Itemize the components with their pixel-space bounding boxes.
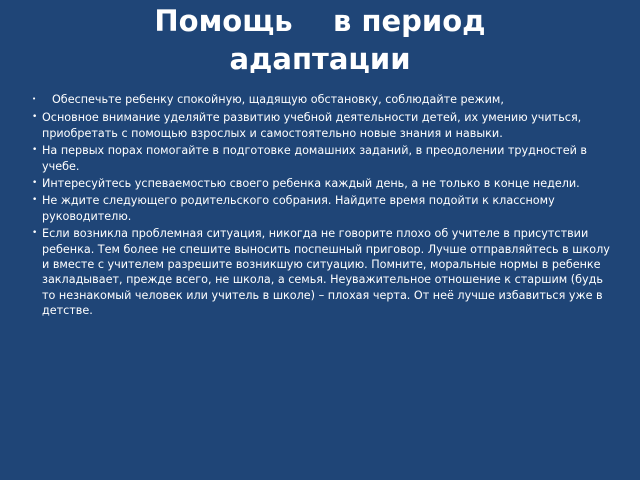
title-line-1: Помощь в период (154, 4, 486, 38)
bullet-dot-icon: • (32, 145, 38, 156)
bullet-dot-icon: • (32, 195, 38, 206)
bullet-item (30, 176, 610, 191)
bullet-item (30, 143, 610, 174)
bullet-text: Основное внимание уделяйте развитию учебной деятельности детей, их умению учиться, приобретать с помощью взрослых и самостоятельно новые знания и навыки. (42, 111, 582, 140)
bullet-list (30, 92, 610, 321)
bullet-dot-icon: • (32, 178, 38, 189)
bullet-dot-icon: • (32, 95, 37, 103)
bullet-dot-icon: • (32, 228, 38, 239)
bullet-dot-icon: • (32, 112, 38, 123)
bullet-item (30, 193, 610, 224)
bullet-item (30, 92, 610, 107)
bullet-text: На первых порах помогайте в подготовке домашних заданий, в преодолении трудностей в учебе. (42, 144, 588, 173)
slide-title (0, 2, 640, 78)
bullet-item (30, 110, 610, 141)
bullet-text: Интересуйтесь успеваемостью своего ребенка каждый день, а не только в конце недели. (42, 177, 580, 191)
title-line-2: адаптации (229, 42, 411, 76)
bullet-text: Не ждите следующего родительского собрания. Найдите время подойти к классному руководителю. (42, 194, 555, 223)
bullet-text: Если возникла проблемная ситуация, никогда не говорите плохо об учителе в присутствии ребенка. Тем более не спешите выносить поспешный приговор. Лучше отправляйтесь в школу и вместе с учителем разрешите возникшую ситуацию. Помните, моральные нормы в ребенке закладывает, прежде всего, не школа, а семья. Неуважительное отношение к старшим (будь то незнакомый человек или учитель в школе) – плохая черта. От неё лучше избавиться уже в детстве. (42, 227, 610, 318)
bullet-text: Обеспечьте ребенку спокойную, щадящую обстановку, соблюдайте режим, (52, 93, 504, 106)
bullet-item (30, 226, 610, 318)
